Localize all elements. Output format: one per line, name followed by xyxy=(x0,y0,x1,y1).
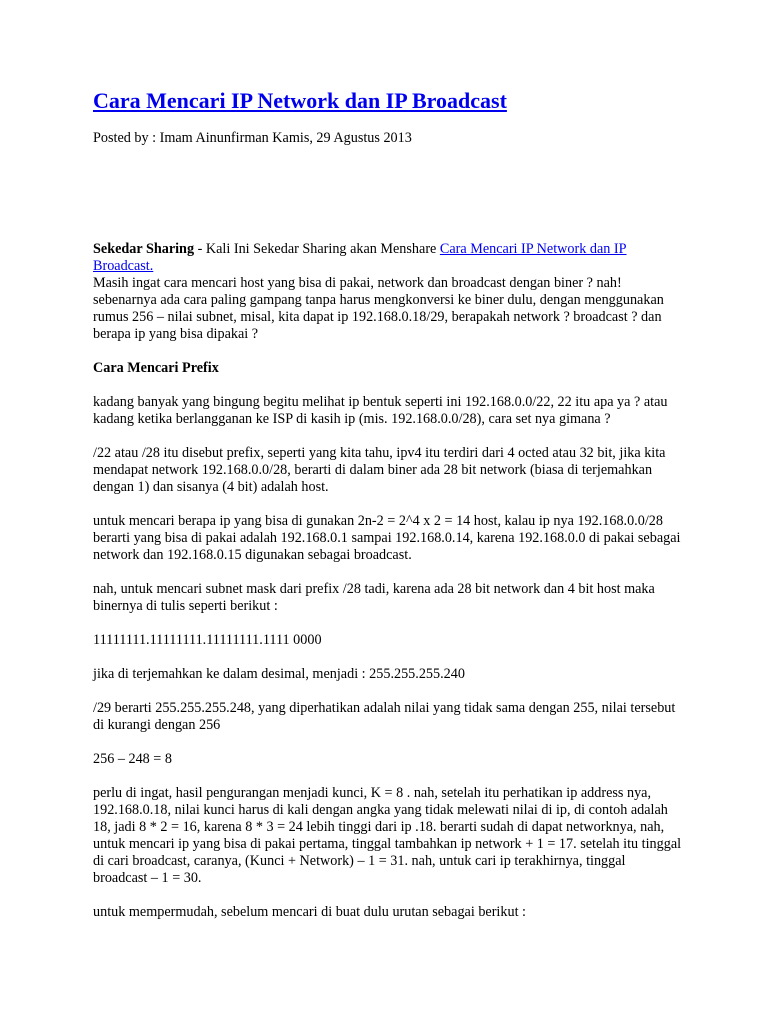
paragraph-10: perlu di ingat, hasil pengurangan menjadi kunci, K = 8 . nah, setelah itu perhatikan ip address nya, 192.168.0.18, nilai kunci harus di kali dengan angka yang tidak melewati nilai di ip, di contoh adalah 18, jadi 8 * 2 = 16, karena 8 * 3 = 24 lebih tinggi dari ip .18. berarti sudah di dapat networknya, nah, untuk mencari ip yang bisa di pakai pertama, tinggal tambahkan ip network + 1 = 17. setelah itu tinggal di cari broadcast, caranya, (Kunci + Network) – 1 = 31. nah, untuk cari ip terakhirnya, tinggal broadcast – 1 = 30. xyxy=(93,785,682,886)
paragraph-6: 11111111.11111111.11111111.1111 0000 xyxy=(93,632,322,648)
intro-link[interactable]: Cara Mencari IP Network dan IP Broadcast. xyxy=(93,241,627,274)
section-heading-prefix: Cara Mencari Prefix xyxy=(93,360,219,376)
intro-line xyxy=(93,241,683,275)
paragraph-2: kadang banyak yang bingung begitu melihat ip bentuk seperti ini 192.168.0.0/22, 22 itu apa ya ? atau kadang ketika berlangganan ke ISP di kasih ip (mis. 192.168.0.0/28), cara set nya gimana ? xyxy=(93,394,668,427)
paragraph-9: 256 – 248 = 8 xyxy=(93,751,172,767)
page-title xyxy=(93,86,507,116)
intro-text: - Kali Ini Sekedar Sharing akan Menshare xyxy=(194,241,440,257)
paragraph-3: /22 atau /28 itu disebut prefix, seperti yang kita tahu, ipv4 itu terdiri dari 4 octed atau 32 bit, jika kita mendapat network 192.168.0.0/28, berarti di dalam biner ada 28 bit network (biasa di terjemahkan dengan 1) dan sisanya (4 bit) adalah host. xyxy=(93,445,666,495)
article-title-link[interactable]: Cara Mencari IP Network dan IP Broadcast xyxy=(93,88,507,113)
article-body xyxy=(93,241,683,938)
paragraph-4: untuk mencari berapa ip yang bisa di gunakan 2n-2 = 2^4 x 2 = 14 host, kalau ip nya 192.168.0.0/28 berarti yang bisa di pakai adalah 192.168.0.1 sampai 192.168.0.14, karena 192.168.0.0 di pakai sebagai network dan 192.168.0.15 digunakan sebagai broadcast. xyxy=(93,513,681,563)
paragraph-11: untuk mempermudah, sebelum mencari di buat dulu urutan sebagai berikut : xyxy=(93,904,526,920)
paragraph-7: jika di terjemahkan ke dalam desimal, menjadi : 255.255.255.240 xyxy=(93,666,465,682)
paragraph-8: /29 berarti 255.255.255.248, yang diperhatikan adalah nilai yang tidak sama dengan 255, nilai tersebut di kurangi dengan 256 xyxy=(93,700,676,733)
paragraph-5: nah, untuk mencari subnet mask dari prefix /28 tadi, karena ada 28 bit network dan 4 bit host maka binernya di tulis seperti berikut : xyxy=(93,581,655,614)
intro-bold-label: Sekedar Sharing xyxy=(93,241,195,257)
paragraph-1: Masih ingat cara mencari host yang bisa di pakai, network dan broadcast dengan biner ? nah! sebenarnya ada cara paling gampang tanpa harus mengkonversi ke biner dulu, dengan menggunakan rumus 256 – nilai subnet, misal, kita dapat ip 192.168.0.18/29, berapakah network ? broadcast ? dan berapa ip yang bisa dipakai ? xyxy=(93,275,664,342)
post-meta: Posted by : Imam Ainunfirman Kamis, 29 Agustus 2013 xyxy=(93,130,412,146)
